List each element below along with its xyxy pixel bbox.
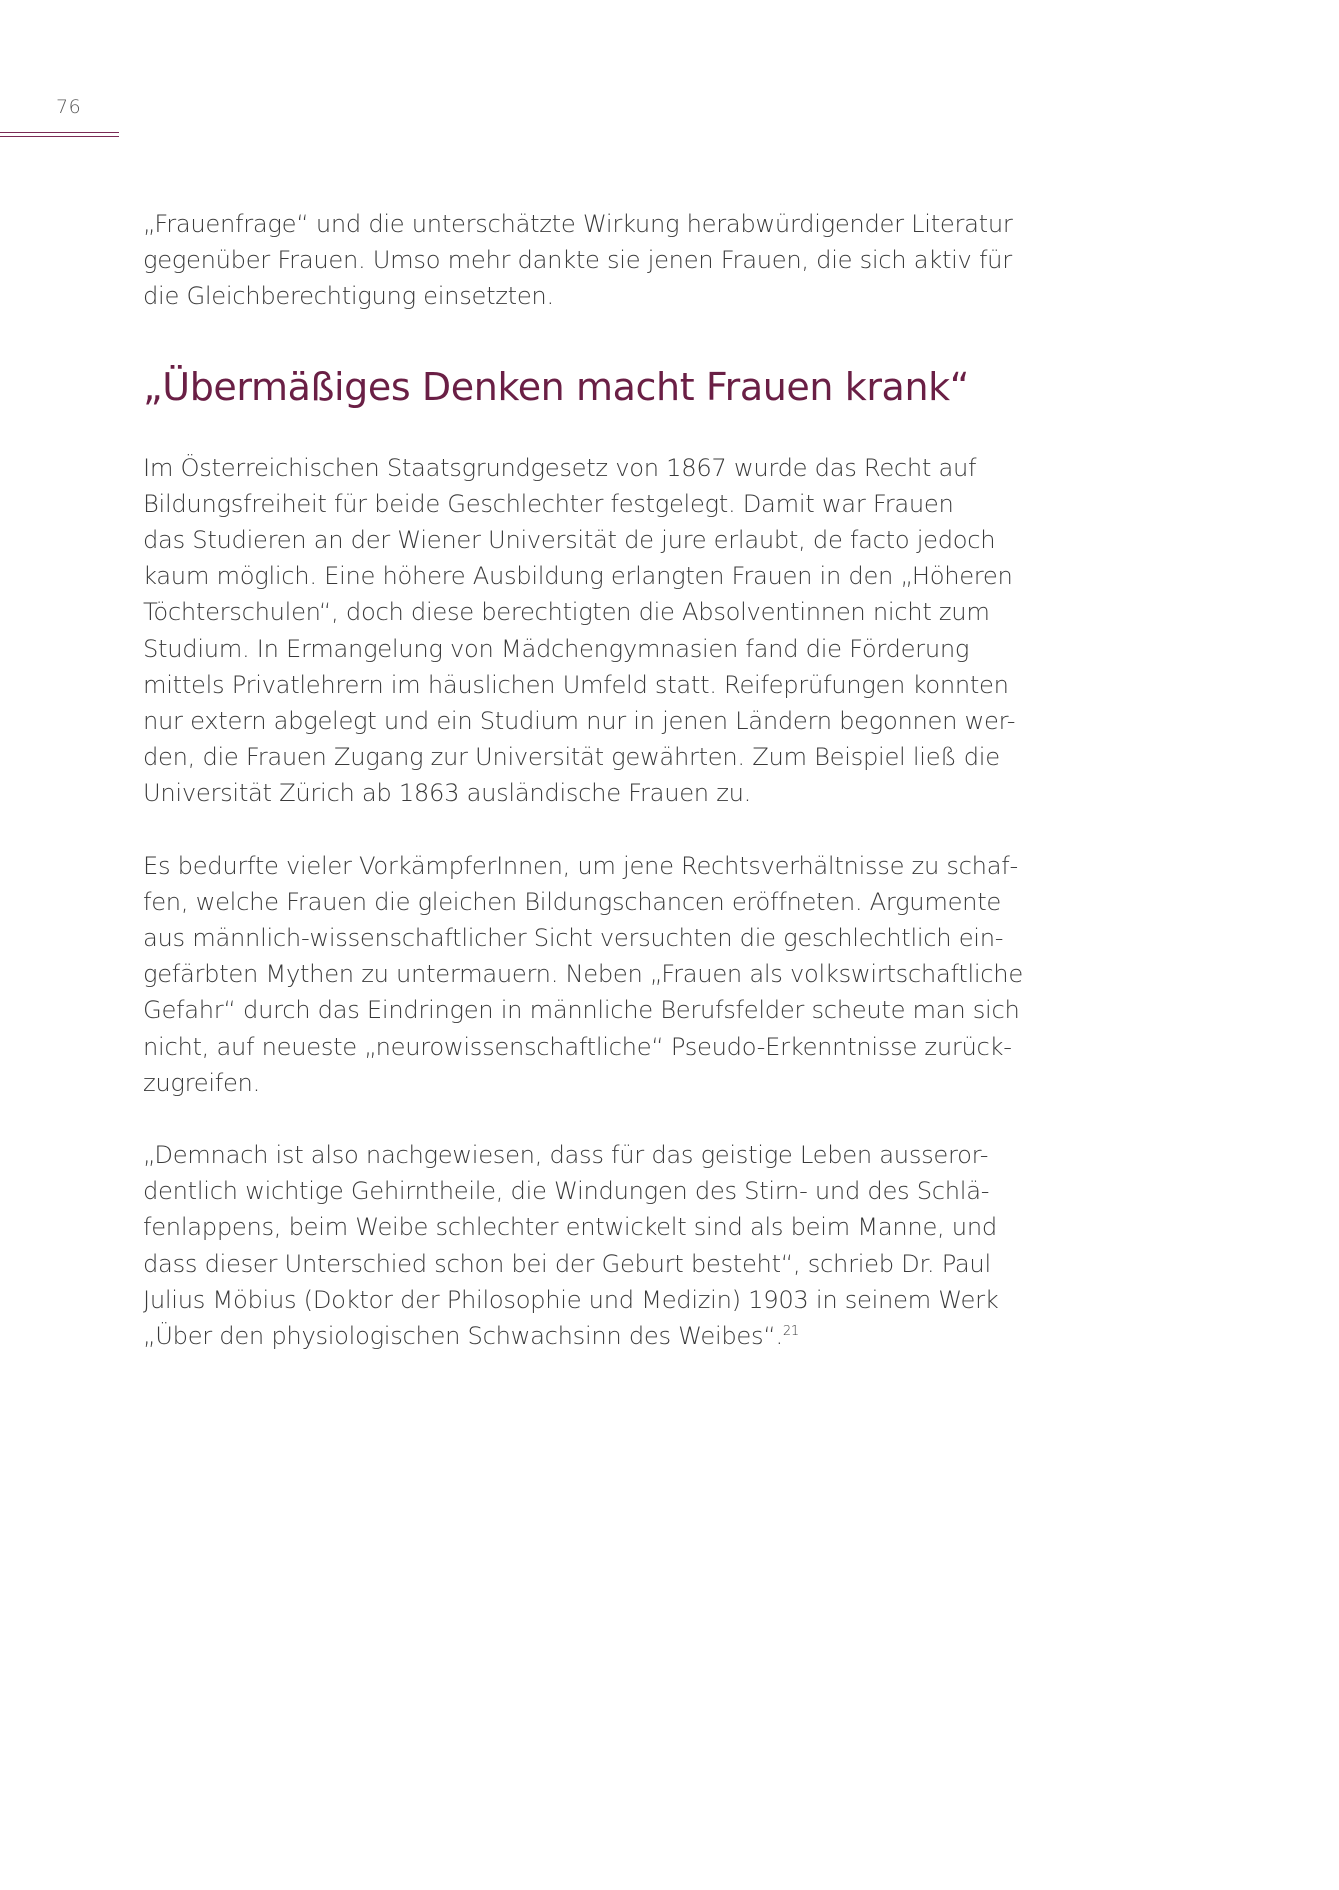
text-line: aus männlich-wissenschaftlicher Sicht versuchten die geschlechtlich ein-	[143, 924, 1004, 953]
text-line: Töchterschulen“, doch diese berechtigten die Absolventinnen nicht zum	[143, 598, 990, 627]
text-line: Julius Möbius (Doktor der Philosophie und Medizin) 1903 in seinem Werk	[143, 1285, 999, 1314]
body-paragraph-1	[143, 450, 1043, 812]
intro-paragraph	[143, 206, 1043, 315]
text-line: gegenüber Frauen. Umso mehr dankte sie jenen Frauen, die sich aktiv für	[143, 246, 1012, 275]
text-line: mittels Privatlehrern im häuslichen Umfeld statt. Reifeprüfungen konnten	[143, 670, 1009, 699]
text-line: den, die Frauen Zugang zur Universität gewährten. Zum Beispiel ließ die	[143, 743, 1000, 772]
text-line: nur extern abgelegt und ein Studium nur in jenen Ländern begonnen wer-	[143, 707, 1016, 736]
header-rule-bottom	[0, 136, 119, 137]
text-line: zugreifen.	[143, 1068, 260, 1097]
text-line: kaum möglich. Eine höhere Ausbildung erlangten Frauen in den „Höheren	[143, 562, 1013, 591]
text-line: dentlich wichtige Gehirntheile, die Windungen des Stirn- und des Schlä-	[143, 1177, 990, 1206]
text-line: fenlappens, beim Weibe schlechter entwickelt sind als beim Manne, und	[143, 1213, 997, 1242]
text-line: Universität Zürich ab 1863 ausländische Frauen zu.	[143, 779, 752, 808]
footnote-reference[interactable]: 21	[782, 1324, 799, 1340]
page-number: 76	[56, 96, 82, 118]
text-line: Gefahr“ durch das Eindringen in männliche Berufsfelder scheute man sich	[143, 996, 1020, 1025]
work-title: „Über den physiologischen Schwachsinn des Weibes“.	[143, 1322, 783, 1351]
text-line: Im Österreichischen Staatsgrundgesetz von 1867 wurde das Recht auf	[143, 453, 977, 482]
text-line: die Gleichberechtigung einsetzten.	[143, 282, 554, 311]
text-line: „Frauenfrage“ und die unterschätzte Wirkung herabwürdigender Literatur	[143, 210, 1013, 238]
text-line: Es bedurfte vieler VorkämpferInnen, um jene Rechtsverhältnisse zu schaf-	[143, 851, 1018, 880]
quote-paragraph	[143, 1137, 1043, 1354]
text-line: nicht, auf neueste „neurowissenschaftliche“ Pseudo-Erkenntnisse zurück-	[143, 1032, 1012, 1061]
text-line: das Studieren an der Wiener Universität de jure erlaubt, de facto jedoch	[143, 526, 996, 555]
text-line: gefärbten Mythen zu untermauern. Neben „Frauen als volkswirtschaftliche	[143, 960, 1023, 989]
text-line: fen, welche Frauen die gleichen Bildungschancen eröffneten. Argumente	[143, 887, 1001, 916]
text-line-last	[143, 1318, 1043, 1354]
header-rule-top	[0, 132, 119, 133]
text-line: Bildungsfreiheit für beide Geschlechter festgelegt. Damit war Frauen	[143, 489, 954, 518]
text-line: „Demnach ist also nachgewiesen, dass für das geistige Leben ausseror-	[143, 1141, 989, 1170]
text-line: dass dieser Unterschied schon bei der Geburt besteht“, schrieb Dr. Paul	[143, 1249, 991, 1278]
page-content	[143, 206, 1043, 1354]
text-line: Studium. In Ermangelung von Mädchengymnasien fand die Förderung	[143, 634, 970, 663]
section-heading: „Übermäßiges Denken macht Frauen krank“	[143, 364, 970, 409]
body-paragraph-2	[143, 848, 1043, 1101]
